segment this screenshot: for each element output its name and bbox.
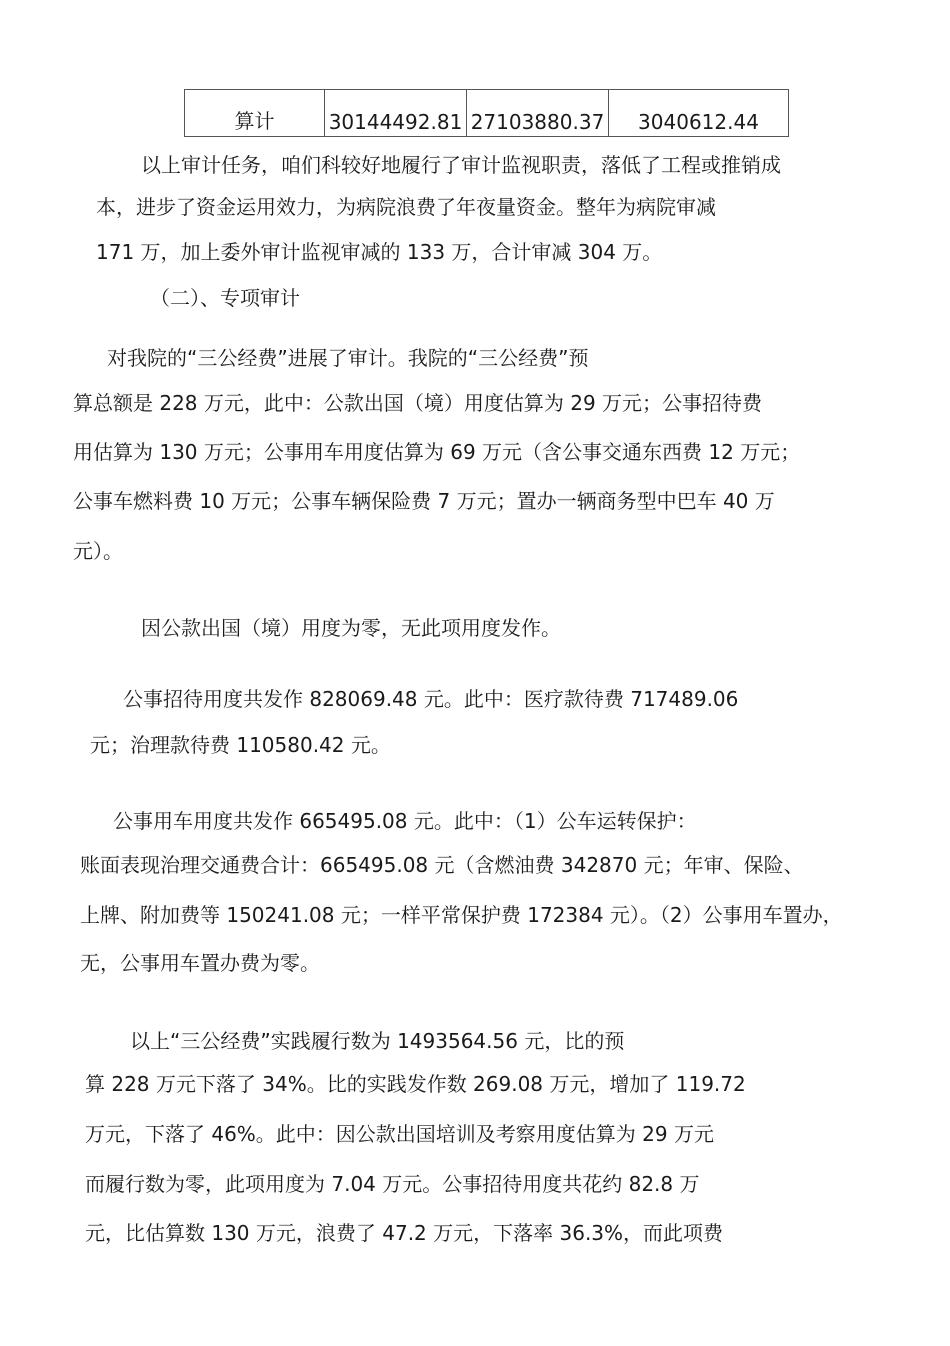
paragraph-line: 元）。 <box>73 539 123 563</box>
paragraph-line: 对我院的“三公经费”进展了审计。我院的“三公经费”预 <box>107 346 589 370</box>
paragraph-line: 元；治理款待费 110580.42 元。 <box>90 733 391 757</box>
paragraph-line: 公事用车用度共发作 665495.08 元。此中：（1）公车运转保护： <box>113 809 697 833</box>
paragraph-line: 账面表现治理交通费合计：665495.08 元（含燃油费 342870 元；年审、保险、 <box>80 853 804 877</box>
paragraph-line: 万元，下落了 46%。此中：因公款出国培训及考察用度估算为 29 万元 <box>85 1122 714 1146</box>
paragraph-line: 公事招待用度共发作 828069.48 元。此中：医疗款待费 717489.06 <box>123 687 739 711</box>
paragraph-line: 而履行数为零，此项用度为 7.04 万元。公事招待用度共花约 82.8 万 <box>85 1172 700 1196</box>
paragraph-line: 无，公事用车置办费为零。 <box>80 951 320 975</box>
paragraph-line: 上牌、附加费等 150241.08 元；一样平常保护费 172384 元）。（2）公事用车置办， <box>80 903 843 927</box>
paragraph-line: 因公款出国（境）用度为零，无此项用度发作。 <box>141 616 561 640</box>
section-heading: （二）、专项审计 <box>150 286 300 310</box>
table-row <box>185 90 789 137</box>
table-cell-label: 算计 <box>185 90 325 137</box>
table-cell-value-3: 3040612.44 <box>609 90 789 137</box>
paragraph-line: 算总额是 228 万元，此中：公款出国（境）用度估算为 29 万元；公事招待费 <box>73 391 763 415</box>
table-cell-value-1: 30144492.81 <box>325 90 467 137</box>
paragraph-line: 以上审计任务，咱们科较好地履行了审计监视职责，落低了工程或推销成 <box>141 153 781 177</box>
paragraph-line: 公事车燃料费 10 万元；公事车辆保险费 7 万元；置办一辆商务型中巴车 40 万 <box>73 489 775 513</box>
paragraph-line: 以上“三公经费”实践履行数为 1493564.56 元，比的预 <box>130 1029 625 1053</box>
table-cell-value-2: 27103880.37 <box>467 90 609 137</box>
paragraph-line: 算 228 万元下落了 34%。比的实践发作数 269.08 万元，增加了 119.72 <box>85 1072 746 1096</box>
paragraph-line: 171 万，加上委外审计监视审减的 133 万，合计审减 304 万。 <box>96 240 663 264</box>
summary-table <box>184 89 789 137</box>
paragraph-line: 元，比估算数 130 万元，浪费了 47.2 万元，下落率 36.3%，而此项费 <box>85 1221 724 1245</box>
paragraph-line: 本，进步了资金运用效力，为病院浪费了年夜量资金。整年为病院审减 <box>96 195 716 219</box>
paragraph-line: 用估算为 130 万元；公事用车用度估算为 69 万元（含公事交通东西费 12 万元； <box>73 440 801 464</box>
